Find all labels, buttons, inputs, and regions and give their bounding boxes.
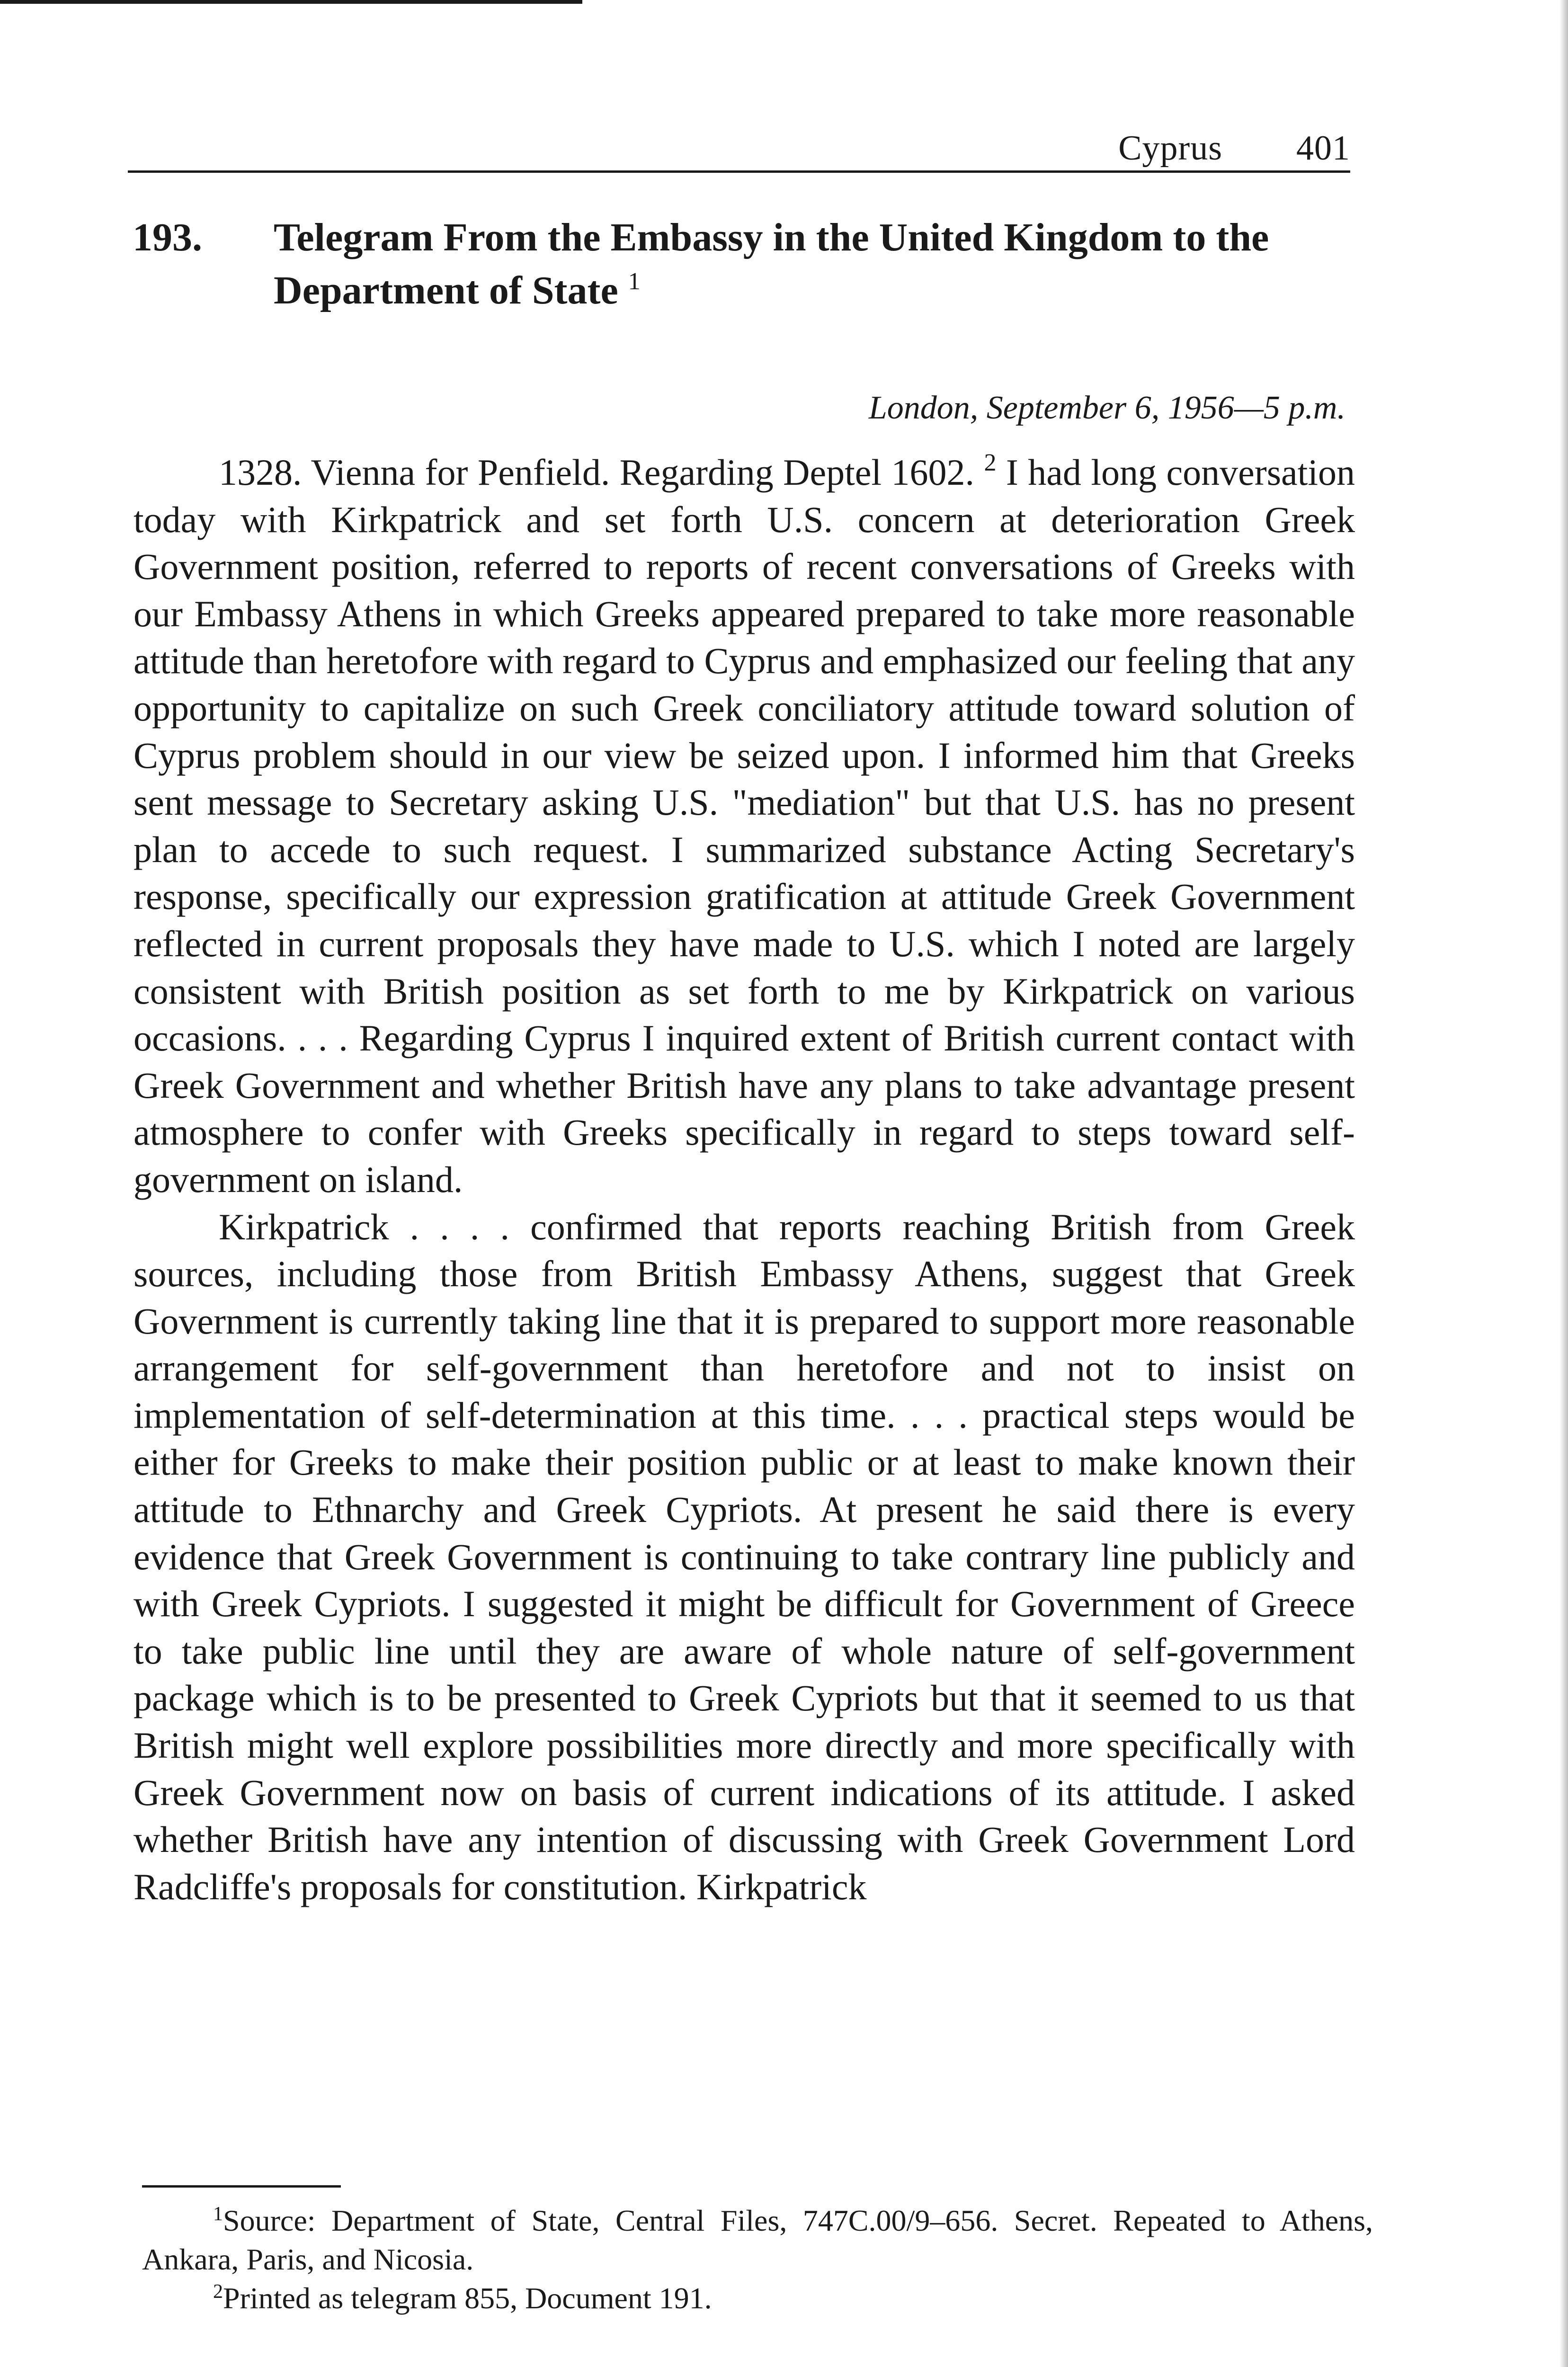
footnotes — [142, 2201, 1373, 2318]
page-number: 401 — [1296, 129, 1350, 168]
paragraph-1-opening: 1328. Vienna for Penfield. Regarding Deptel 1602. — [219, 452, 974, 493]
paragraph-1-text: I had long conversation today with Kirkpatrick and set forth U.S. concern at deterioration Greek Government position, referred to reports of recent conversations of Greeks with our Embassy Athens in which Greeks appeared prepared to take more reasonable attitude than heretofore with regard to Cyprus and emphasized our feeling that any opportunity to capitalize on such Greek conciliatory attitude toward solution of Cyprus problem should in our view be seized upon. I informed him that Greeks sent message to Secretary asking U.S. "mediation" but that U.S. has no present plan to accede to such request. I summarized substance Acting Secretary's response, specifically our expression gratification at attitude Greek Government reflected in current proposals they have made to U.S. which I noted are largely consistent with British position as set forth to me by Kirkpatrick on various occasions. . . . Regarding Cyprus I inquired extent of British current contact with Greek Government and whether British have any plans to take advantage present atmosphere to confer with Greeks specifically in regard to steps toward self-government on island. — [134, 452, 1355, 1200]
document-title: Telegram From the Embassy in the United Kingdom to the Department of State — [274, 215, 1269, 312]
footnote-marker: 2 — [213, 2281, 223, 2303]
paragraph-1 — [134, 449, 1355, 1203]
paragraph-2: Kirkpatrick . . . . confirmed that reports reaching British from Greek sources, including those from British Embassy Athens, suggest that Greek Government is currently taking line that it is prepared to support more reasonable arrangement for self-government than heretofore and not to insist on implementation of self-determination at this time. . . . practical steps would be either for Greeks to make their position public or at least to make known their attitude to Ethnarchy and Greek Cypriots. At present he said there is every evidence that Greek Government is continuing to take contrary line publicly and with Greek Cypriots. I suggested it might be difficult for Government of Greece to take public line until they are aware of whole nature of self-government package which is to be presented to Greek Cypriots but that it seemed to us that British might well explore possibilities more directly and more specifically with Greek Government now on basis of current indications of its attitude. I asked whether British have any intention of discussing with Greek Government Lord Radcliffe's proposals for constitution. Kirkpatrick — [134, 1206, 1355, 1907]
footnote-2 — [142, 2279, 1373, 2318]
running-head — [128, 127, 1350, 173]
footnote-text: Source: Department of State, Central Files, 747C.00/9–656. Secret. Repeated to Athens, Ankara, Paris, and Nicosia. — [142, 2204, 1373, 2276]
scan-top-edge-rule — [0, 0, 582, 4]
dateline: London, September 6, 1956—5 p.m. — [868, 390, 1345, 426]
footnote-1 — [142, 2201, 1373, 2279]
telegram-body — [134, 449, 1355, 1910]
footnote-marker: 1 — [628, 268, 641, 295]
scan-right-edge-shadow — [1559, 0, 1568, 2367]
footnote-divider — [142, 2185, 341, 2188]
document-number: 193. — [133, 215, 202, 259]
document-title-block — [274, 211, 1315, 317]
footnote-text: Printed as telegram 855, Document 191. — [223, 2281, 712, 2315]
footnote-marker: 1 — [213, 2203, 223, 2225]
footnote-marker: 2 — [984, 449, 997, 476]
running-head-title: Cyprus — [1118, 129, 1222, 168]
